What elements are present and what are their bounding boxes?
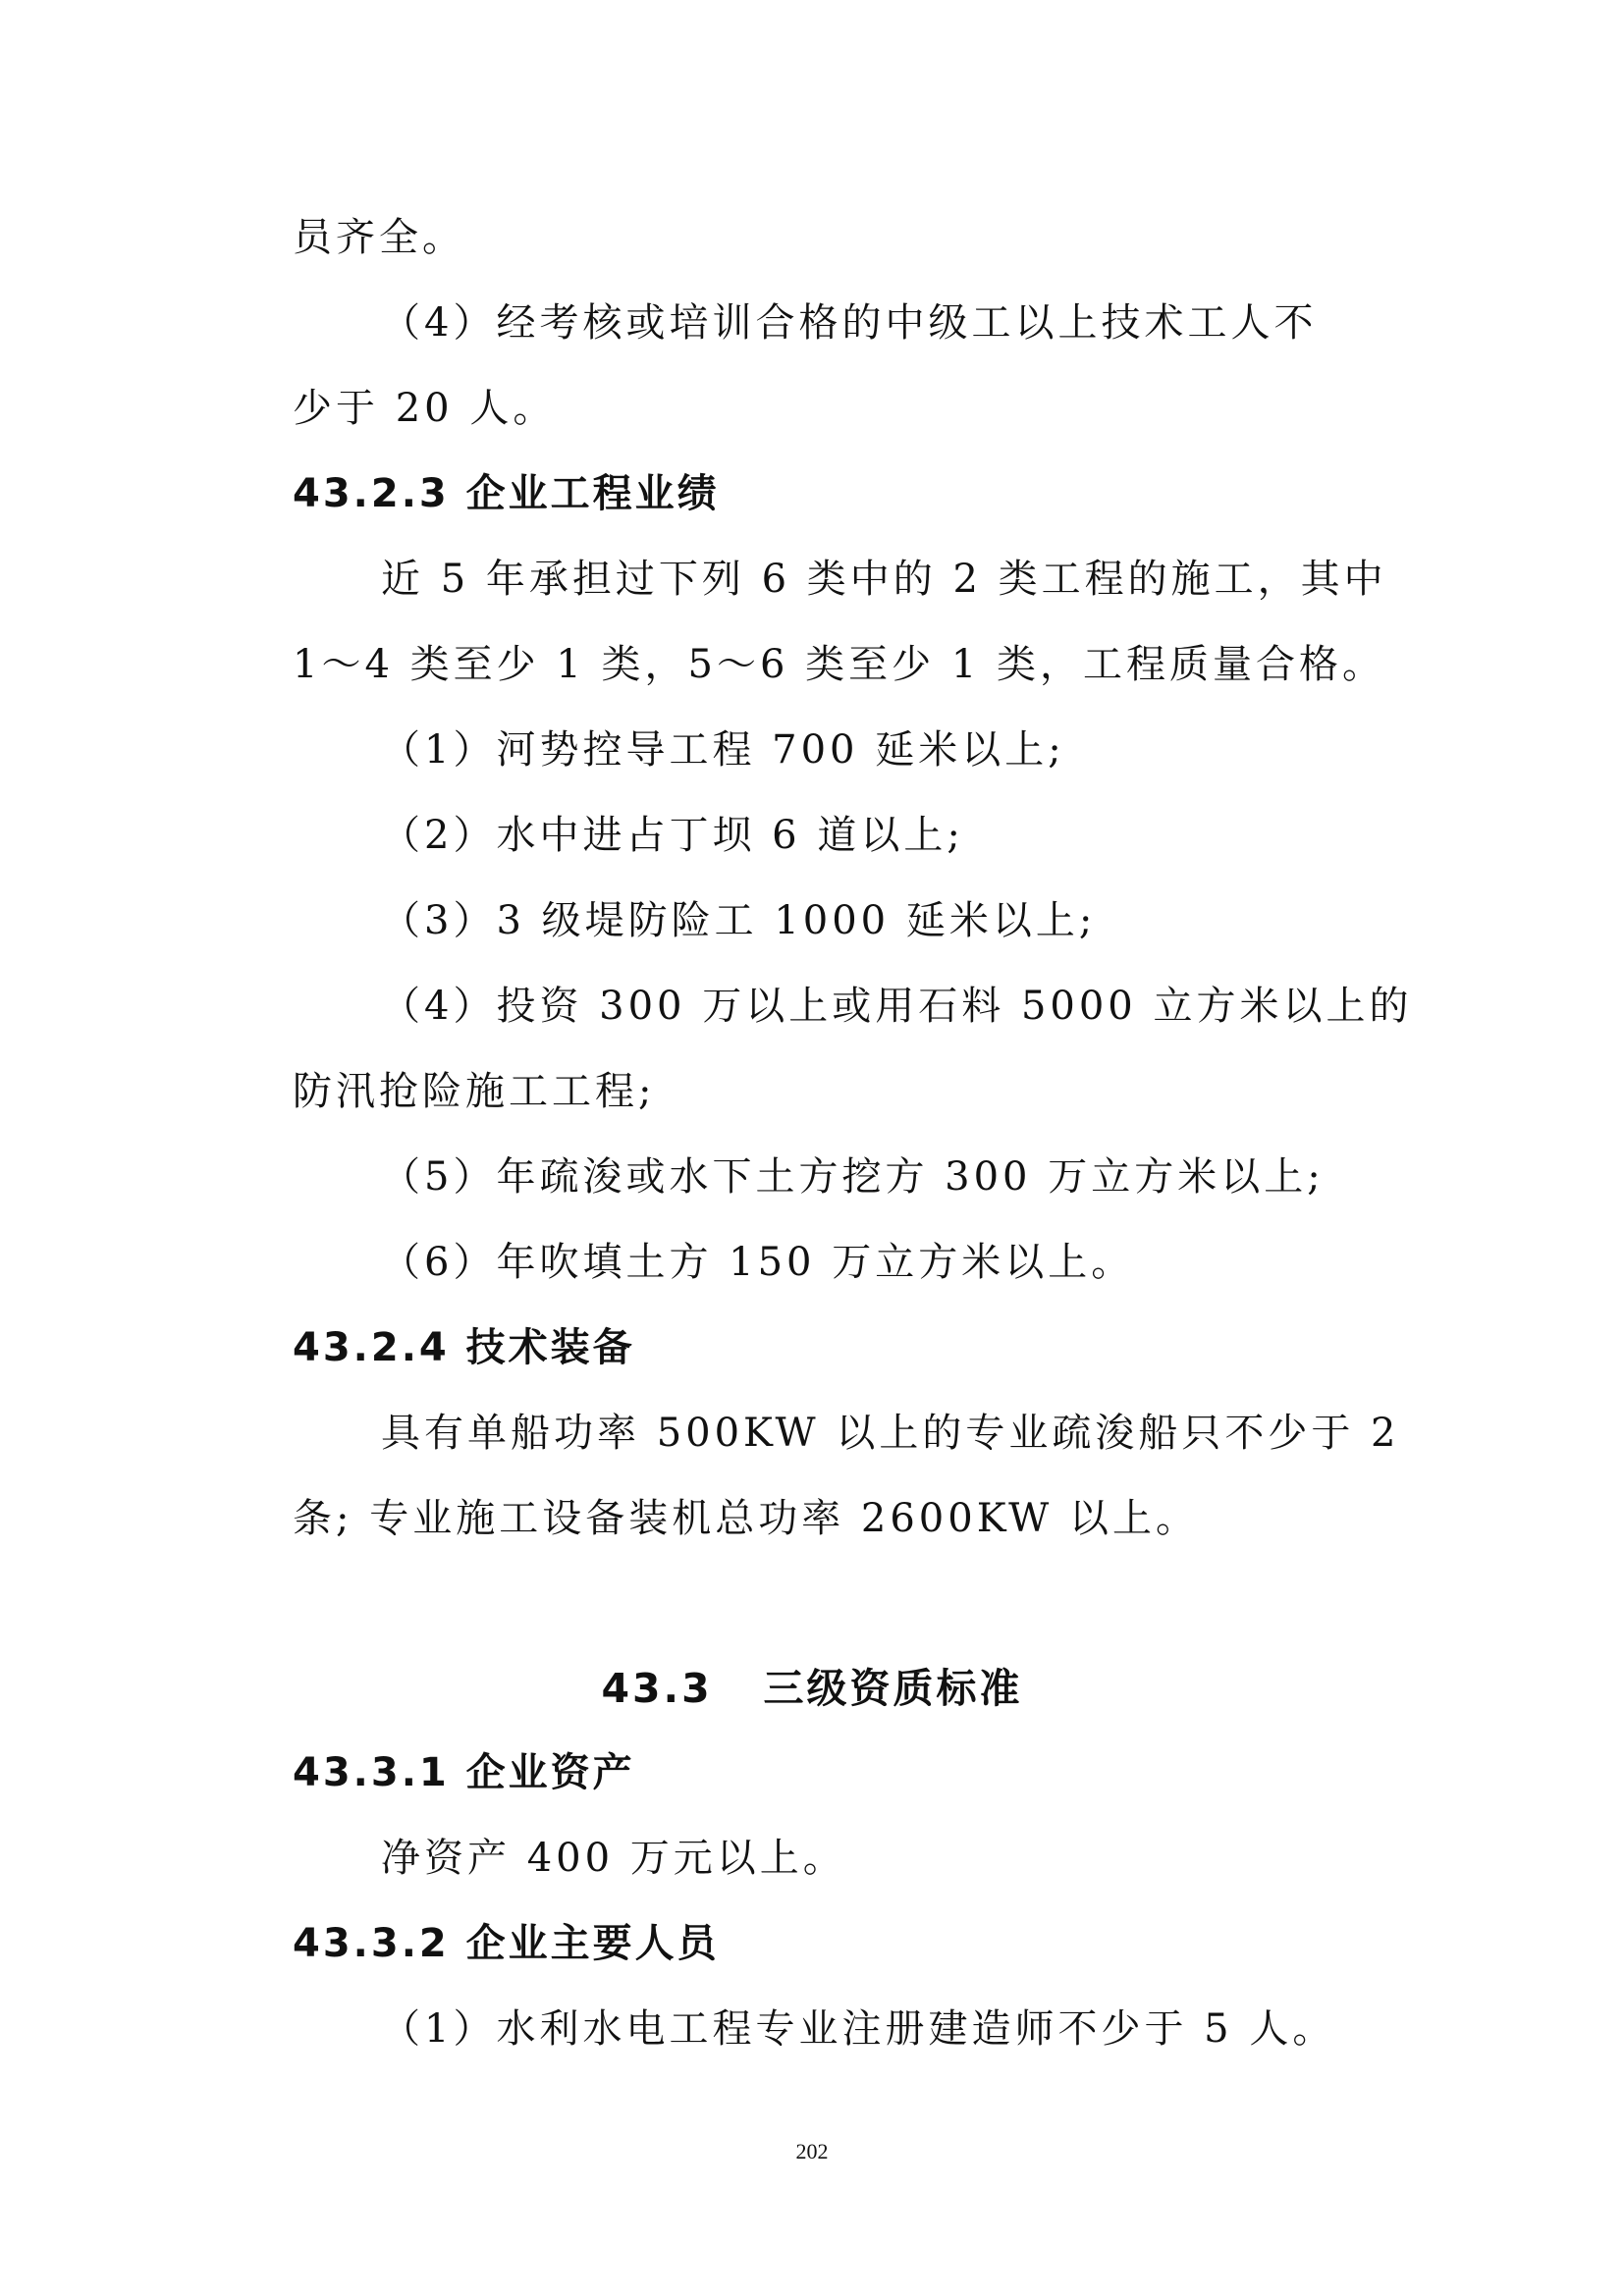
performance-item-4-line1: （4）投资 300 万以上或用石料 5000 立方米以上的 — [381, 984, 1413, 1029]
personnel-item-4-line1: （4）经考核或培训合格的中级工以上技术工人不 — [381, 300, 1318, 346]
performance-intro-line2: 1～4 类至少 1 类，5～6 类至少 1 类，工程质量合格。 — [293, 642, 1385, 687]
performance-item-3: （3）3 级堤防险工 1000 延米以上; — [381, 898, 1097, 943]
section-heading-43-2-4: 43.2.4 技术装备 — [293, 1325, 635, 1370]
performance-item-6: （6）年吹填土方 150 万立方米以上。 — [381, 1240, 1135, 1285]
equipment-line2: 条; 专业施工设备装机总功率 2600KW 以上。 — [293, 1496, 1199, 1541]
section-title-43-3: 43.3 三级资质标准 — [601, 1665, 1023, 1712]
personnel-item-1: （1）水利水电工程专业注册建造师不少于 5 人。 — [381, 2006, 1336, 2052]
performance-intro-line1: 近 5 年承担过下列 6 类中的 2 类工程的施工，其中 — [381, 557, 1387, 602]
section-heading-43-2-3: 43.2.3 企业工程业绩 — [293, 471, 720, 516]
equipment-line1: 具有单船功率 500KW 以上的专业疏浚船只不少于 2 — [381, 1411, 1400, 1456]
section-heading-43-3-2: 43.3.2 企业主要人员 — [293, 1921, 720, 1966]
section-heading-43-3-1: 43.3.1 企业资产 — [293, 1750, 635, 1795]
performance-item-1: （1）河势控导工程 700 延米以上; — [381, 727, 1065, 773]
page-number: 202 — [795, 2139, 829, 2163]
performance-item-4-line2: 防汛抢险施工工程; — [293, 1069, 656, 1114]
performance-item-2: （2）水中进占丁坝 6 道以上; — [381, 813, 964, 858]
personnel-item-4-line2: 少于 20 人。 — [293, 386, 557, 431]
continuation-text: 员齐全。 — [293, 215, 465, 260]
assets-text: 净资产 400 万元以上。 — [381, 1836, 846, 1881]
performance-item-5: （5）年疏浚或水下土方挖方 300 万立方米以上; — [381, 1154, 1325, 1200]
